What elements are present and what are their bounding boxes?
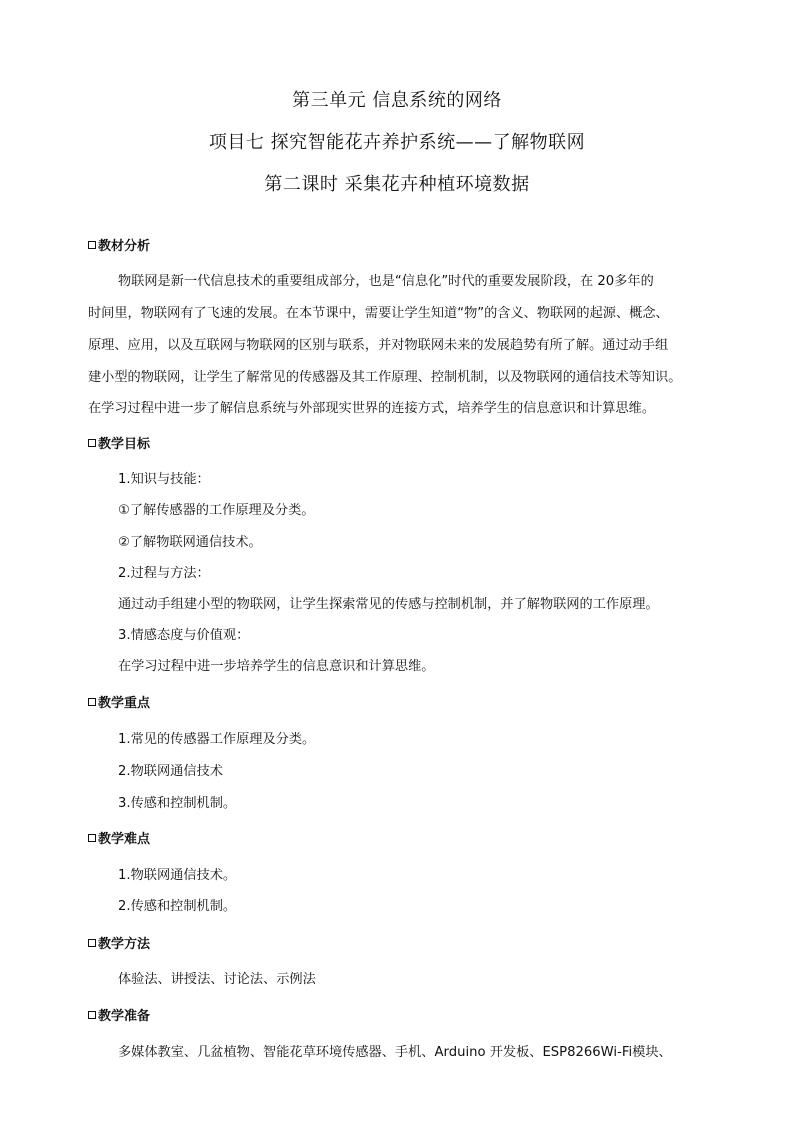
keypoint-item: 2.物联网通信技术	[118, 764, 223, 779]
checkbox-square-icon	[88, 834, 96, 842]
section-heading-label: 教学难点	[98, 832, 151, 847]
section-heading-label: 教学重点	[98, 696, 151, 711]
analysis-line: 建小型的物联网，让学生了解常见的传感器及其工作原理、控制机制，以及物联网的通信技术等知识。	[88, 370, 682, 385]
checkbox-square-icon	[88, 1011, 96, 1019]
section-preparation-heading	[88, 1005, 150, 1024]
unit-title: 第三单元 信息系统的网络	[292, 90, 502, 111]
analysis-line: 在学习过程中进一步了解信息系统与外部现实世界的连接方式，培养学生的信息意识和计算思维。	[88, 401, 656, 416]
section-difficulties-heading	[88, 828, 150, 847]
section-goals-heading	[88, 433, 150, 452]
goals-knowledge-label: 1.知识与技能：	[118, 472, 210, 487]
project-title: 项目七 探究智能花卉养护系统——了解物联网	[208, 132, 586, 153]
section-heading-label: 教学方法	[98, 937, 151, 952]
section-analysis-heading	[88, 235, 150, 254]
checkbox-square-icon	[88, 939, 96, 947]
analysis-line: 原理、应用，以及互联网与物联网的区别与联系，并对物联网未来的发展趋势有所了解。通过动手组	[88, 338, 669, 353]
section-heading-label: 教学目标	[98, 437, 151, 452]
goals-emotion-text: 在学习过程中进一步培养学生的信息意识和计算思维。	[118, 659, 435, 674]
section-heading-label: 教学准备	[98, 1009, 151, 1024]
checkbox-square-icon	[88, 698, 96, 706]
section-methods-heading	[88, 933, 150, 952]
goals-knowledge-item: ①了解传感器的工作原理及分类。	[118, 503, 315, 518]
methods-text: 体验法、讲授法、讨论法、示例法	[118, 972, 316, 987]
keypoint-item: 1.常见的传感器工作原理及分类。	[118, 732, 316, 747]
difficulty-item: 2.传感和控制机制。	[118, 899, 237, 914]
goals-emotion-label: 3.情感态度与价值观：	[118, 628, 250, 643]
difficulty-item: 1.物联网通信技术。	[118, 868, 237, 883]
preparation-text: 多媒体教室、几盆植物、智能花草环境传感器、手机、Arduino 开发板、ESP8266Wi-Fi模块、	[118, 1045, 672, 1060]
checkbox-square-icon	[88, 439, 96, 447]
lesson-title: 第二课时 采集花卉种植环境数据	[264, 174, 530, 195]
analysis-line: 时间里，物联网有了飞速的发展。在本节课中，需要让学生知道“物”的含义、物联网的起源、概念、	[88, 306, 669, 321]
goals-process-text: 通过动手组建小型的物联网，让学生探索常见的传感与控制机制，并了解物联网的工作原理。	[118, 597, 659, 612]
keypoint-item: 3.传感和控制机制。	[118, 796, 237, 811]
section-heading-label: 教材分析	[98, 239, 151, 254]
goals-knowledge-item: ②了解物联网通信技术。	[118, 535, 262, 550]
analysis-line: 物联网是新一代信息技术的重要组成部分，也是“信息化”时代的重要发展阶段，在 20多年的	[118, 274, 654, 289]
checkbox-square-icon	[88, 241, 96, 249]
goals-process-label: 2.过程与方法：	[118, 566, 210, 581]
section-keypoints-heading	[88, 692, 150, 711]
